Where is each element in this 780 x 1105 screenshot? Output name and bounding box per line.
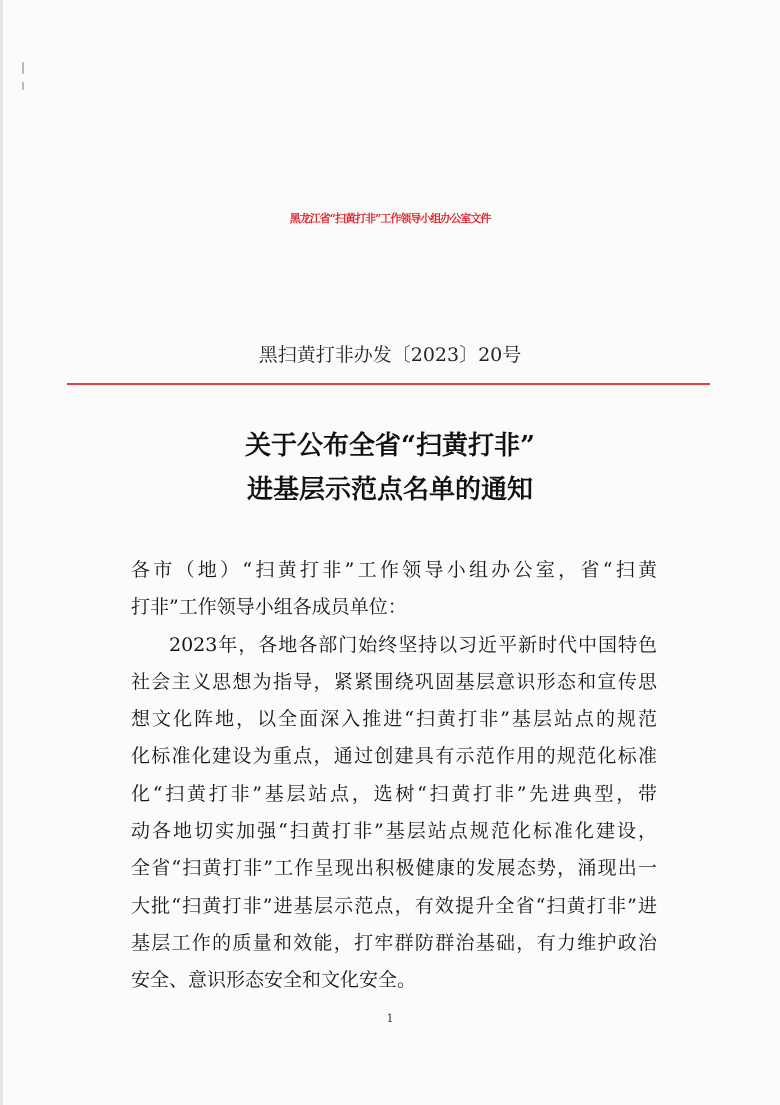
paragraph-line: 全省“扫黄打非”工作呈现出积极健康的发展态势，涌现出一 [131, 857, 657, 880]
notice-title-line: 关于公布全省“扫黄打非” [245, 431, 535, 461]
paragraph-line: 大批“扫黄打非”进基层示范点，有效提升全省“扫黄打非”进 [131, 894, 657, 917]
addressee [131, 552, 657, 627]
scan-mark [22, 82, 24, 90]
paragraph-line: 化“扫黄打非”基层站点，选树“扫黄打非”先进典型，带 [131, 782, 657, 805]
red-divider [67, 383, 710, 385]
paragraph-line: 动各地切实加强“扫黄打非”基层站点规范化标准化建设， [131, 820, 657, 843]
scan-mark [22, 62, 24, 74]
document-number: 黑扫黄打非办发〔2023〕20号 [258, 344, 522, 366]
body-paragraph [131, 627, 657, 1000]
page-number: 1 [386, 1012, 394, 1025]
paragraph-line: 化标准化建设为重点，通过创建具有示范作用的规范化标准 [131, 745, 657, 768]
paragraph-line: 想文化阵地，以全面深入推进“扫黄打非”基层站点的规范 [131, 708, 657, 731]
paragraph-line: 安全、意识形态安全和文化安全。 [131, 969, 417, 992]
paragraph-line: 社会主义思想为指导，紧紧围绕巩固基层意识形态和宣传思 [131, 670, 657, 693]
paragraph-line: 2023年，各地各部门始终坚持以习近平新时代中国特色 [169, 633, 657, 656]
issuer-title: 黑龙江省“扫黄打非”工作领导小组办公室文件 [289, 212, 491, 225]
paragraph-line: 基层工作的质量和效能，打牢群防群治基础，有力维护政治 [131, 931, 657, 954]
scan-edge [0, 0, 3, 1105]
body-text [131, 552, 657, 1000]
notice-title [0, 424, 780, 512]
notice-title-line: 进基层示范点名单的通知 [246, 475, 533, 505]
addressee-line: 打非”工作领导小组各成员单位： [131, 596, 407, 619]
addressee-line: 各市（地）“扫黄打非”工作领导小组办公室，省“扫黄 [131, 559, 657, 581]
